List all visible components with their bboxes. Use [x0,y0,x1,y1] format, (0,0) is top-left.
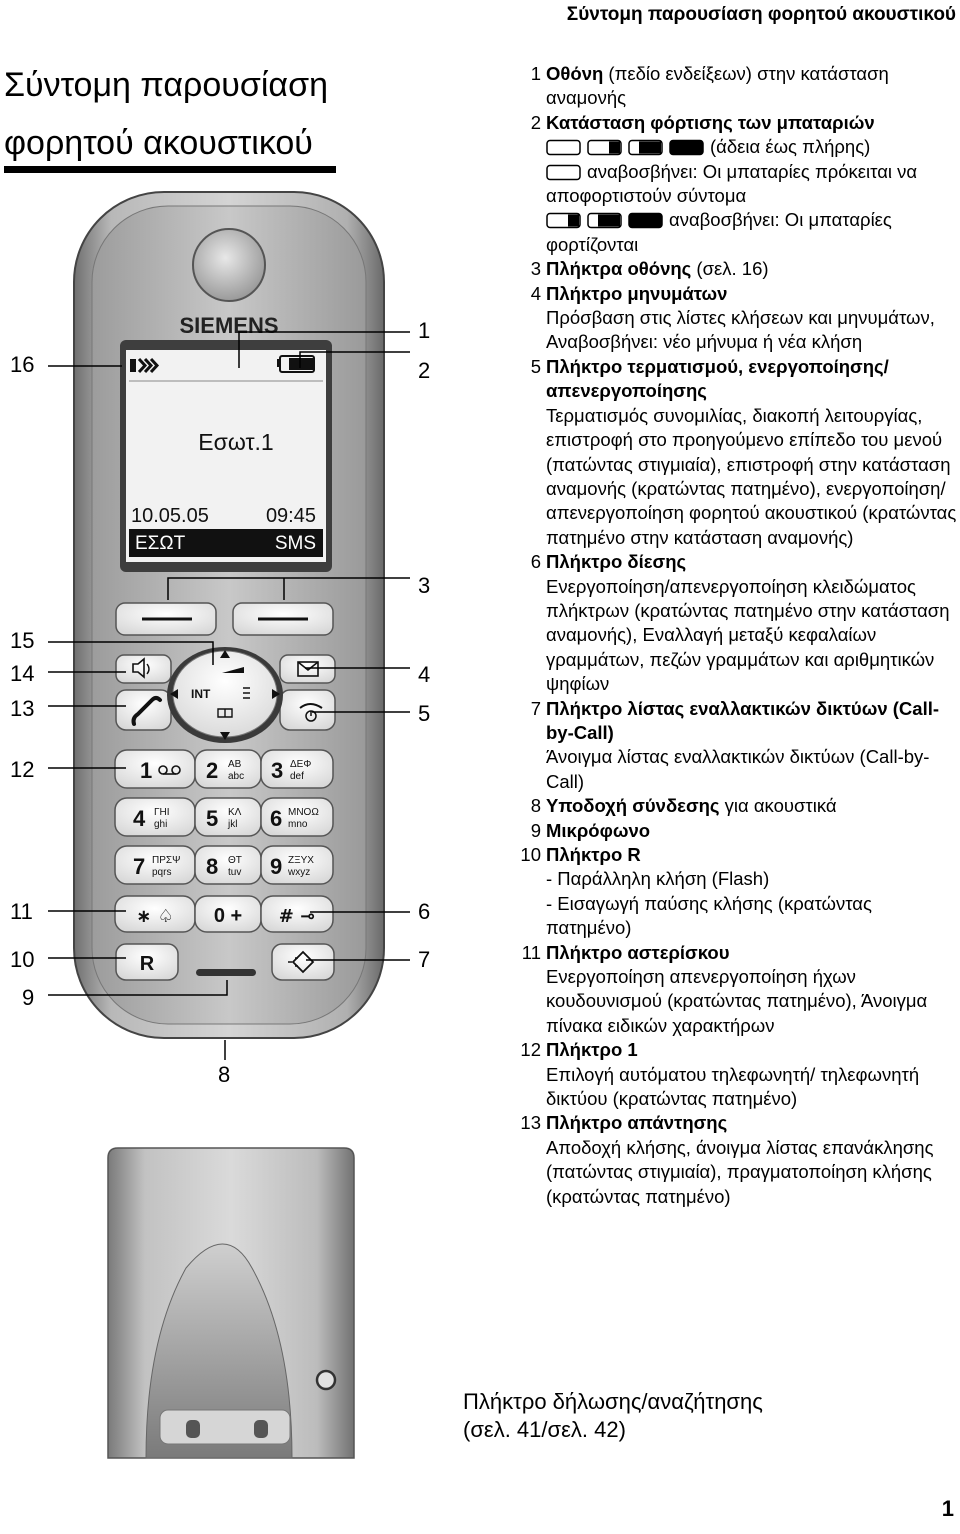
key-8-latin: tuv [228,867,242,878]
legend-number: 7 [530,697,541,719]
legend-title: Πλήκτρο δίεσης [546,551,687,573]
legend-item [512,697,960,795]
legend-item [512,62,960,111]
key-9-digit: 9 [270,854,283,879]
battery-full-icon [628,212,664,229]
battery-empty-icon [546,164,582,181]
legend-title: Πλήκτρο μηνυμάτων [546,282,728,304]
legend-title: Πλήκτρο τερματισμού, ενεργοποίησης/ απενεργοποίησης [546,355,889,402]
key-5-latin: jkl [228,819,238,830]
legend-text: Άνοιγμα λίστας εναλλακτικών δικτύων (Call-by-Call) [546,746,930,792]
charging-contact-right [254,1420,268,1438]
registration-key-page-ref: (σελ. 41/σελ. 42) [463,1417,626,1442]
legend-text: - Παράλληλη κλήση (Flash) [546,868,770,890]
key-7-latin: pqrs [152,867,172,878]
hash-key-label: # ⊸ [278,906,316,927]
key-3[interactable] [261,750,333,788]
battery-range-text: (άδεια έως πλήρης) [710,136,871,158]
key-1-digit: 1 [140,758,153,783]
r-key-label: R [139,953,155,975]
earpiece [193,229,265,301]
legend-item [512,843,960,941]
legend-title: Μικρόφωνο [546,819,651,841]
battery-third-icon [587,139,623,156]
key-3-latin: def [290,771,304,782]
key-3-greek: ΔΕΦ [290,759,312,770]
legend-item [512,111,960,257]
paging-button[interactable] [317,1371,335,1389]
legend-text: Αποδοχή κλήσης, άνοιγμα λίστας επανάκλησης (πατώντας στιγμιαία), πραγματοποίηση κλήσης (κρατώντας πατημένο) [546,1136,934,1207]
softkey-left[interactable] [116,603,216,635]
legend-text: - Εισαγωγή παύσης κλήσης (κρατώντας πατημένο) [546,892,872,939]
legend-number: 8 [530,795,541,817]
legend-number: 9 [530,819,541,841]
key-9-latin: wxyz [288,867,311,878]
key-0[interactable] [195,896,261,932]
key-4-greek: ΓΗΙ [154,807,170,818]
brand-logo: SIEMENS [179,313,279,338]
key-5[interactable] [195,798,261,836]
page-title-line-1: Σύντομη παρουσίαση [4,66,328,104]
key-6-greek: ΜΝΟΩ [288,807,319,818]
key-8-greek: ΘΤ [228,855,242,866]
callout-15: 15 [10,628,35,653]
battery-two-thirds-icon [587,212,623,229]
star-key-label: ∗ ♤ [136,906,174,927]
end-key[interactable] [280,690,335,730]
key-5-digit: 5 [206,806,219,831]
key-4[interactable] [115,798,195,836]
softkey-right[interactable] [233,603,333,635]
key-9[interactable] [261,846,333,884]
legend-number: 2 [530,111,541,133]
callout-10: 10 [10,947,35,972]
key-0-label: 0 + [213,905,243,927]
callout-1: 1 [418,318,431,343]
callout-2: 2 [418,358,431,383]
battery-third-icon [546,212,582,229]
key-8-digit: 8 [206,854,219,879]
softkey-left-label: ΕΣΩΤ [135,533,186,554]
legend-number: 4 [530,282,541,304]
legend-title: Πλήκτρο λίστας εναλλακτικών δικτύων (Call-by-Call) [546,697,940,743]
battery-levels-line [546,136,870,157]
page-title [4,56,328,172]
legend-item [512,1038,960,1111]
legend-number: 6 [530,551,541,573]
talk-key[interactable] [116,690,171,730]
legend-list [512,62,960,1209]
legend-text: Ενεργοποίηση/απενεργοποίηση κλειδώματος πλήκτρων (κρατώντας πατημένο στην κατάσταση αναμονής), Εναλλαγή μεταξύ κεφαλαίων γραμμάτων, πεζών γραμμάτων και αριθμητικών ψηφίων [546,575,950,695]
page-number: 1 [941,1496,954,1521]
callout-12: 12 [10,757,35,782]
legend-title: Πλήκτρα οθόνης [546,258,692,280]
microphone [196,969,256,976]
legend-title: Κατάσταση φόρτισης των μπαταριών [546,111,875,133]
navigation-key[interactable] [167,647,283,743]
r-key[interactable] [116,944,178,980]
battery-empty-icon [546,139,582,156]
legend-number: 3 [530,258,541,280]
display-date: 10.05.05 [131,505,209,527]
registration-key-label: Πλήκτρο δήλωσης/αναζήτησης [463,1389,763,1414]
legend-item [512,941,960,1039]
key-6-digit: 6 [270,806,283,831]
charging-base-illustration [0,1140,380,1470]
key-5-greek: ΚΛ [228,807,242,818]
handset-illustration [0,190,460,1070]
legend-number: 10 [520,844,541,865]
key-7-greek: ΠΡΣΨ [152,855,181,866]
legend-item [512,355,960,550]
key-3-digit: 3 [271,758,284,783]
display-time: 09:45 [265,505,316,527]
key-2-latin: abc [228,771,245,782]
hash-key[interactable] [261,896,333,932]
callout-9: 9 [22,985,35,1010]
handsfree-key[interactable] [116,655,171,683]
callout-11: 11 [10,899,33,924]
display-handset-name: Εσωτ.1 [198,429,274,455]
star-key[interactable] [115,896,195,932]
key-6[interactable] [261,798,333,836]
title-rule [4,166,336,173]
key-7-digit: 7 [133,854,146,879]
legend-title: Πλήκτρο R [546,844,641,865]
callout-4: 4 [418,662,431,687]
callout-14: 14 [10,661,35,686]
key-7[interactable] [115,846,195,884]
callout-6: 6 [418,899,431,924]
legend-title: Πλήκτρο απάντησης [546,1112,728,1134]
callout-13: 13 [10,696,35,721]
legend-item [512,257,960,281]
registration-key-caption [463,1388,763,1444]
legend-text: Ενεργοποίηση απενεργοποίηση ήχων κουδουνισμού (κρατώντας πατημένο), Άνοιγμα πίνακα ειδικών χαρακτήρων [546,966,928,1036]
battery-two-thirds-icon [628,139,664,156]
legend-number: 5 [530,355,541,377]
callout-5: 5 [418,701,431,726]
legend-text: Τερματισμός συνομιλίας, διακοπή λειτουργίας, επιστροφή στο προηγούμενο επίπεδο του μενού (πατώντας στιγμιαία), επιστροφή στην κατάσταση αναμονής (κρατώντας πατημένο), ενεργοποίηση/ απενεργοποίηση φορητού ακουστικού (κρατώντας πατημένο στην κατάσταση αναμονής) [546,404,957,548]
legend-text: Πρόσβαση στις λίστες κλήσεων και μηνυμάτων, Αναβοσβήνει: νέο μήνυμα ή νέα κλήση [546,307,935,353]
running-header: Σύντομη παρουσίαση φορητού ακουστικού [566,4,956,25]
key-4-latin: ghi [154,819,168,830]
legend-title: Οθόνη [546,63,604,84]
battery-charging-text: αναβοσβήνει: Οι μπαταρίες φορτίζονται [546,209,892,255]
callout-3: 3 [418,573,431,598]
legend-item [512,282,960,355]
callout-8: 8 [218,1062,231,1087]
battery-low-text: αναβοσβήνει: Οι μπαταρίες πρόκειται να αποφορτιστούν σύντομα [546,160,918,207]
legend-item [512,550,960,696]
key-2-digit: 2 [206,758,219,783]
legend-item [512,1111,960,1209]
legend-text: Επιλογή αυτόματου τηλεφωνητή/ τηλεφωνητή δικτύου (κρατώντας πατημένο) [546,1063,920,1110]
key-9-greek: ΖΞΥΧ [288,855,314,866]
page-title-line-2: φορητού ακουστικού [4,124,313,162]
legend-text: (σελ. 16) [691,258,769,280]
softkey-right-label: SMS [274,533,316,554]
key-2[interactable] [195,750,261,788]
key-6-latin: mno [288,819,308,830]
call-by-call-key[interactable] [272,944,334,980]
legend-text: για ακουστικά [719,795,837,817]
callout-7: 7 [418,947,431,972]
charging-contact-left [186,1420,200,1438]
legend-text: (πεδίο ενδείξεων) στην κατάσταση αναμονής [546,63,889,109]
legend-item [512,794,960,818]
callout-16: 16 [10,352,35,377]
legend-number: 13 [520,1112,541,1134]
legend-number: 11 [521,941,541,963]
nav-int-label: INT [191,687,211,701]
key-2-greek: ΑΒ [228,759,242,770]
legend-title: Πλήκτρο 1 [546,1039,638,1061]
legend-item [512,819,960,843]
key-8[interactable] [195,846,261,884]
legend-title: Πλήκτρο αστερίσκου [546,941,730,963]
key-4-digit: 4 [133,806,146,831]
battery-full-icon [669,139,705,156]
legend-title: Υποδοχή σύνδεσης [546,795,720,817]
legend-number: 12 [520,1039,541,1061]
legend-number: 1 [530,63,541,84]
message-key[interactable] [280,655,335,683]
key-1[interactable] [115,750,195,788]
